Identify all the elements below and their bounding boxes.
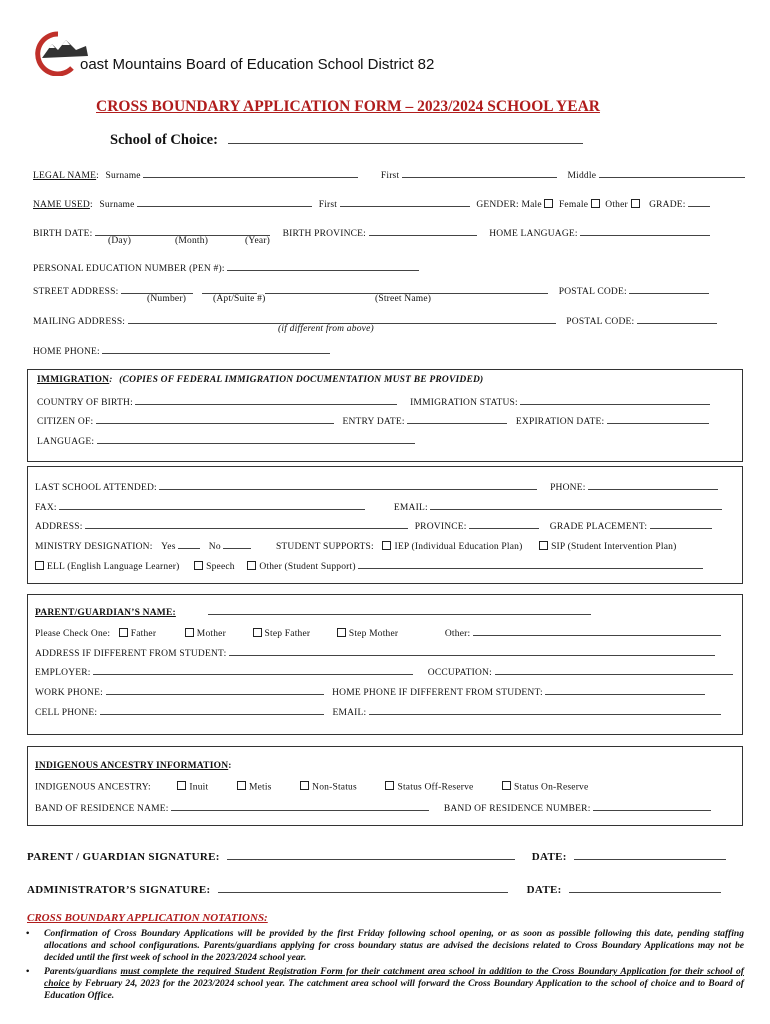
postal-code-label: POSTAL CODE: [558,287,627,297]
ell-checkbox[interactable] [35,561,44,570]
legal-surname-field[interactable] [143,168,358,178]
legal-first-field[interactable] [402,168,557,178]
legal-name-label: LEGAL NAME [33,171,97,181]
school-phone-label: PHONE: [550,483,586,493]
step-mother-label: Step Mother [348,629,399,639]
no-label: No [208,542,221,552]
other-support-field[interactable] [358,559,703,569]
country-birth-row [37,395,710,408]
if-different-sublabel: (if different from above) [278,324,374,334]
country-of-birth-field[interactable] [135,395,397,405]
birth-date-label: BIRTH DATE: [33,229,93,239]
cell-phone-row [35,705,721,718]
first-label-2: First [318,200,338,210]
grade-placement-field[interactable] [650,519,712,529]
name-used-label: NAME USED [33,200,90,210]
immigration-note: (COPIES OF FEDERAL IMMIGRATION DOCUMENTATION MUST BE PROVIDED) [119,375,484,385]
gender-label: GENDER: [476,200,519,210]
notation-2-end: by February 24, 2023 for the 2023/2024 school year. The catchment area school will forward the Cross Boundary Application to the school of choice and to Board of Education Office. [44,978,744,1001]
father-checkbox[interactable] [119,628,128,637]
admin-date-label: DATE: [526,884,562,896]
immigration-heading: IMMIGRATION [37,375,110,385]
notation-2-underlined: must complete the required Student Registration Form for their catchment area school in addition to the Cross Boundary Application for their school of choice [44,966,744,989]
school-choice-label: School of Choice: [110,132,218,148]
street-name-sublabel: (Street Name) [375,294,432,304]
pen-field[interactable] [227,261,419,271]
ancestry-label: INDIGENOUS ANCESTRY: [35,782,151,793]
legal-middle-field[interactable] [599,168,745,178]
inuit-checkbox[interactable] [177,781,186,790]
metis-label: Metis [248,782,272,793]
day-sublabel: (Day) [108,236,132,246]
language-row [37,434,415,447]
home-phone-row [33,344,330,357]
school-email-label: EMAIL: [393,503,428,513]
ministry-designation-label: MINISTRY DESIGNATION: [35,542,153,552]
employer-field[interactable] [93,665,413,675]
bullet-1: • [26,928,30,939]
immigration-status-field[interactable] [520,395,710,405]
other-support-checkbox[interactable] [247,561,256,570]
notation-2-start: Parents/guardians [44,966,121,977]
step-father-checkbox[interactable] [253,628,262,637]
admin-signature-label: ADMINISTRATOR’S SIGNATURE: [27,884,211,896]
bullet-2: • [26,966,30,977]
mother-label: Mother [196,629,226,639]
indigenous-heading: INDIGENOUS ANCESTRY INFORMATION [35,761,229,771]
band-row [35,801,711,814]
notations-title: CROSS BOUNDARY APPLICATION NOTATIONS: [27,912,268,924]
notations-list [22,928,744,1004]
band-number-label: BAND OF RESIDENCE NUMBER: [443,804,591,814]
fax-row [35,500,722,513]
band-name-field[interactable] [171,801,429,811]
female-checkbox[interactable] [591,199,600,208]
birth-date-field[interactable] [95,226,270,236]
parent-address-row [35,646,715,659]
parent-heading: PARENT/GUARDIAN’S NAME: [35,608,176,618]
parent-address-label: ADDRESS IF DIFFERENT FROM STUDENT: [35,649,227,659]
other-gender-label: Other [605,200,628,210]
surname-label-2: Surname [99,200,135,210]
other-relationship-label: Other: [444,629,471,639]
mother-checkbox[interactable] [185,628,194,637]
on-reserve-label: Status On-Reserve [514,782,589,793]
grade-placement-label: GRADE PLACEMENT: [549,522,648,532]
immigration-status-label: IMMIGRATION STATUS: [410,398,518,408]
month-sublabel: (Month) [175,236,209,246]
sip-label: SIP (Student Intervention Plan) [551,542,677,552]
yes-label: Yes [161,542,176,552]
used-surname-field[interactable] [137,197,312,207]
home-phone-field[interactable] [102,344,330,354]
male-checkbox[interactable] [544,199,553,208]
parent-date-field[interactable] [574,850,726,860]
notation-item [22,928,744,964]
occupation-field[interactable] [495,665,733,675]
ministry-yes-field[interactable] [178,539,200,549]
district-name: oast Mountains Board of Education School District 82 [80,56,435,73]
ministry-row [35,539,676,552]
school-address-field[interactable] [85,519,408,529]
step-father-label: Step Father [264,629,311,639]
supports-row [35,559,703,572]
admin-signature-field[interactable] [218,883,508,893]
apt-sublabel: (Apt/Suite #) [213,294,266,304]
pen-label: PERSONAL EDUCATION NUMBER (PEN #): [33,264,225,274]
home-language-field[interactable] [580,226,710,236]
used-first-field[interactable] [340,197,470,207]
last-school-row [35,480,718,493]
language-label: LANGUAGE: [37,437,95,447]
non-status-label: Non-Status [312,782,357,793]
immigration-heading-row: IMMIGRATION: (COPIES OF FEDERAL IMMIGRATION DOCUMENTATION MUST BE PROVIDED) [37,375,484,385]
relationship-row [35,626,721,639]
metis-checkbox[interactable] [237,781,246,790]
first-label: First [380,171,400,181]
occupation-label: OCCUPATION: [427,668,492,678]
home-language-label: HOME LANGUAGE: [489,229,578,239]
country-of-birth-label: COUNTRY OF BIRTH: [37,398,133,408]
cell-phone-field[interactable] [100,705,324,715]
step-mother-checkbox[interactable] [337,628,346,637]
citizen-of-field[interactable] [96,414,334,424]
admin-date-field[interactable] [569,883,721,893]
school-address-row [35,519,712,532]
employer-label: EMPLOYER: [35,668,91,678]
parent-signature-field[interactable] [227,850,515,860]
notation-1: Confirmation of Cross Boundary Applications will be provided by the first Friday following school opening, or as soon as possible following this date, pending staffing allocations and school configurations. Parents/guardians applying for cross boundary status are advised the decisions related to Cross Boundary Applications may not be decided until the first week of school in the 2023/2024 school year. [44,928,744,963]
last-school-field[interactable] [159,480,537,490]
school-choice-field[interactable] [228,134,583,144]
iep-checkbox[interactable] [382,541,391,550]
parent-name-field[interactable] [208,605,591,615]
province-label: PROVINCE: [414,522,467,532]
parent-home-phone-label: HOME PHONE IF DIFFERENT FROM STUDENT: [332,688,543,698]
birth-row [33,226,710,239]
parent-date-label: DATE: [531,851,567,863]
work-phone-field[interactable] [106,685,324,695]
postal-code-field[interactable] [629,284,709,294]
speech-checkbox[interactable] [194,561,203,570]
legal-name-row: LEGAL NAME: Surname First Middle [33,168,745,181]
entry-date-field[interactable] [407,414,507,424]
province-field[interactable] [469,519,539,529]
mailing-address-row [33,314,717,327]
mailing-address-label: MAILING ADDRESS: [33,317,126,327]
employer-row [35,665,733,678]
speech-label: Speech [206,562,235,572]
middle-label: Middle [567,171,597,181]
mailing-address-field[interactable] [128,314,556,324]
admin-signature-row [27,883,721,896]
number-sublabel: (Number) [147,294,187,304]
pen-row [33,261,419,274]
fax-label: FAX: [35,503,57,513]
street-number-field[interactable] [121,284,193,294]
work-phone-label: WORK PHONE: [35,688,103,698]
entry-date-label: ENTRY DATE: [342,417,405,427]
expiration-date-field[interactable] [607,414,709,424]
inuit-label: Inuit [189,782,209,793]
ancestry-row [35,781,588,793]
parent-email-label: EMAIL: [332,708,367,718]
school-choice-row [110,132,583,149]
parent-name-row [35,605,591,618]
parent-address-field[interactable] [229,646,715,656]
street-name-field[interactable] [265,284,548,294]
other-gender-checkbox[interactable] [631,199,640,208]
fax-field[interactable] [59,500,365,510]
sip-checkbox[interactable] [539,541,548,550]
on-reserve-checkbox[interactable] [502,781,511,790]
male-label: Male [521,200,542,210]
grade-label: GRADE: [649,200,686,210]
indigenous-heading-row: INDIGENOUS ANCESTRY INFORMATION: [35,761,232,771]
work-phone-row [35,685,705,698]
band-name-label: BAND OF RESIDENCE NAME: [35,804,169,814]
home-phone-label: HOME PHONE: [33,347,100,357]
language-field[interactable] [97,434,415,444]
birth-province-field[interactable] [369,226,477,236]
ministry-no-field[interactable] [223,539,251,549]
birth-province-label: BIRTH PROVINCE: [282,229,367,239]
parent-email-field[interactable] [369,705,721,715]
form-title: CROSS BOUNDARY APPLICATION FORM – 2023/2024 SCHOOL YEAR [96,98,600,115]
street-address-label: STREET ADDRESS: [33,287,119,297]
band-number-field[interactable] [593,801,711,811]
citizen-of-label: CITIZEN OF: [37,417,94,427]
cell-phone-label: CELL PHONE: [35,708,98,718]
school-email-field[interactable] [430,500,722,510]
mailing-postal-field[interactable] [637,314,717,324]
please-check-label: Please Check One: [35,629,111,639]
grade-field[interactable] [688,197,710,207]
parent-home-phone-field[interactable] [545,685,705,695]
off-reserve-label: Status Off-Reserve [397,782,474,793]
citizen-row [37,414,709,427]
other-relationship-field[interactable] [473,626,721,636]
notation-item [22,966,744,1002]
ell-label: ELL (English Language Learner) [47,562,180,572]
street-address-row [33,284,709,297]
name-used-row: NAME USED: Surname First GENDER: Male Female Other GRADE: [33,197,710,210]
last-school-label: LAST SCHOOL ATTENDED: [35,483,157,493]
parent-signature-label: PARENT / GUARDIAN SIGNATURE: [27,851,220,863]
postal-code-label-2: POSTAL CODE: [566,317,635,327]
expiration-date-label: EXPIRATION DATE: [515,417,605,427]
other-support-label: Other (Student Support) [259,562,356,572]
non-status-checkbox[interactable] [300,781,309,790]
female-label: Female [558,200,589,210]
father-label: Father [130,629,157,639]
street-apt-field[interactable] [202,284,257,294]
off-reserve-checkbox[interactable] [385,781,394,790]
school-address-label: ADDRESS: [35,522,83,532]
surname-label: Surname [105,171,141,181]
school-phone-field[interactable] [588,480,718,490]
year-sublabel: (Year) [245,236,271,246]
student-supports-label: STUDENT SUPPORTS: [275,542,374,552]
parent-signature-row [27,850,726,863]
iep-label: IEP (Individual Education Plan) [394,542,523,552]
